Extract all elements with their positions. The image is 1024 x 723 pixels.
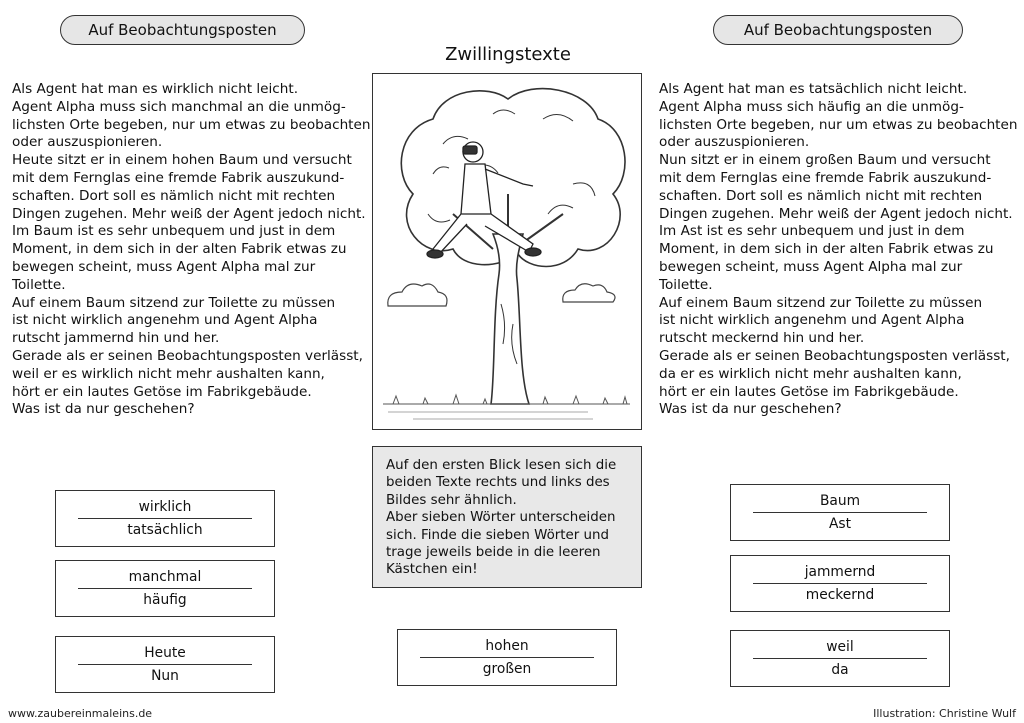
right-story-text: Als Agent hat man es tatsächlich nicht leicht. Agent Alpha muss sich häufig an die unmög- lichsten Orte begeben, nur um etwas zu beobachten oder auszuspionieren. Nun sitzt er in einem großen Baum und versucht mit dem Fernglas eine fremde Fabrik auszukund- schaften. Dort soll es nämlich nicht mit rechten Dingen zugehen. Mehr weiß der Agent jedoch nicht. Im Ast ist es sehr unbequem und just in dem Moment, in dem sich in der alten Fabrik etwas zu bewegen scheint, muss Agent Alpha mal zur Toilette. Auf einem Baum sitzend zur Toilette zu müssen ist nicht wirklich angenehm und Agent Alpha rutscht meckernd hin und her. Gerade als er seinen Beobachtungsposten verlässt, da er es wirklich nicht mehr aushalten kann, hört er ein lautes Getöse im Fabrikgebäude. Was ist da nur geschehen?: [659, 81, 1018, 418]
footer-illustrator-credit: Illustration: Christine Wulf: [873, 707, 1016, 720]
word-pair-box: [55, 560, 275, 617]
page-title: Zwillingstexte: [445, 44, 571, 65]
word-bottom: großen: [482, 661, 532, 677]
word-pair-box: [397, 629, 617, 686]
word-pair-box: [55, 490, 275, 547]
word-pair-box: [730, 630, 950, 687]
header-label-right: Auf Beobachtungsposten: [713, 15, 963, 45]
word-pair-box: [55, 636, 275, 693]
word-top: manchmal: [128, 569, 202, 585]
word-bottom: meckernd: [805, 587, 875, 603]
header-label-left: Auf Beobachtungsposten: [60, 15, 305, 45]
instruction-box: Auf den ersten Blick lesen sich die beiden Texte rechts und links des Bildes sehr ähnlich. Aber sieben Wörter unterscheiden sich. Finde die sieben Wörter und trage jeweils beide in die leeren Kästchen ein!: [372, 446, 642, 588]
agent-in-tree-drawing: [373, 74, 640, 428]
word-top: jammernd: [804, 564, 876, 580]
word-bottom: da: [831, 662, 849, 678]
word-bottom: tatsächlich: [127, 522, 203, 538]
word-top: Heute: [144, 645, 186, 661]
left-story-text: Als Agent hat man es wirklich nicht leicht. Agent Alpha muss sich manchmal an die unmög- lichsten Orte begeben, nur um etwas zu beobachten oder auszuspionieren. Heute sitzt er in einem hohen Baum und versucht mit dem Fernglas eine fremde Fabrik auszukund- schaften. Dort soll es nämlich nicht mit rechten Dingen zugehen. Mehr weiß der Agent jedoch nicht. Im Baum ist es sehr unbequem und just in dem Moment, in dem sich in der alten Fabrik etwas zu bewegen scheint, muss Agent Alpha mal zur Toilette. Auf einem Baum sitzend zur Toilette zu müssen ist nicht wirklich angenehm und Agent Alpha rutscht jammernd hin und her. Gerade als er seinen Beobachtungsposten verlässt, weil er es wirklich nicht mehr aushalten kann, hört er ein lautes Getöse im Fabrikgebäude. Was ist da nur geschehen?: [12, 81, 371, 418]
word-bottom: Nun: [151, 668, 179, 684]
word-top: wirklich: [138, 499, 192, 515]
word-bottom: Ast: [828, 516, 852, 532]
tree-illustration: [372, 73, 642, 430]
word-pair-box: [730, 484, 950, 541]
footer-website: www.zaubereinmaleins.de: [8, 707, 153, 720]
word-top: Baum: [819, 493, 861, 509]
word-bottom: häufig: [143, 592, 187, 608]
word-top: hohen: [485, 638, 529, 654]
word-top: weil: [826, 639, 854, 655]
word-pair-box: [730, 555, 950, 612]
